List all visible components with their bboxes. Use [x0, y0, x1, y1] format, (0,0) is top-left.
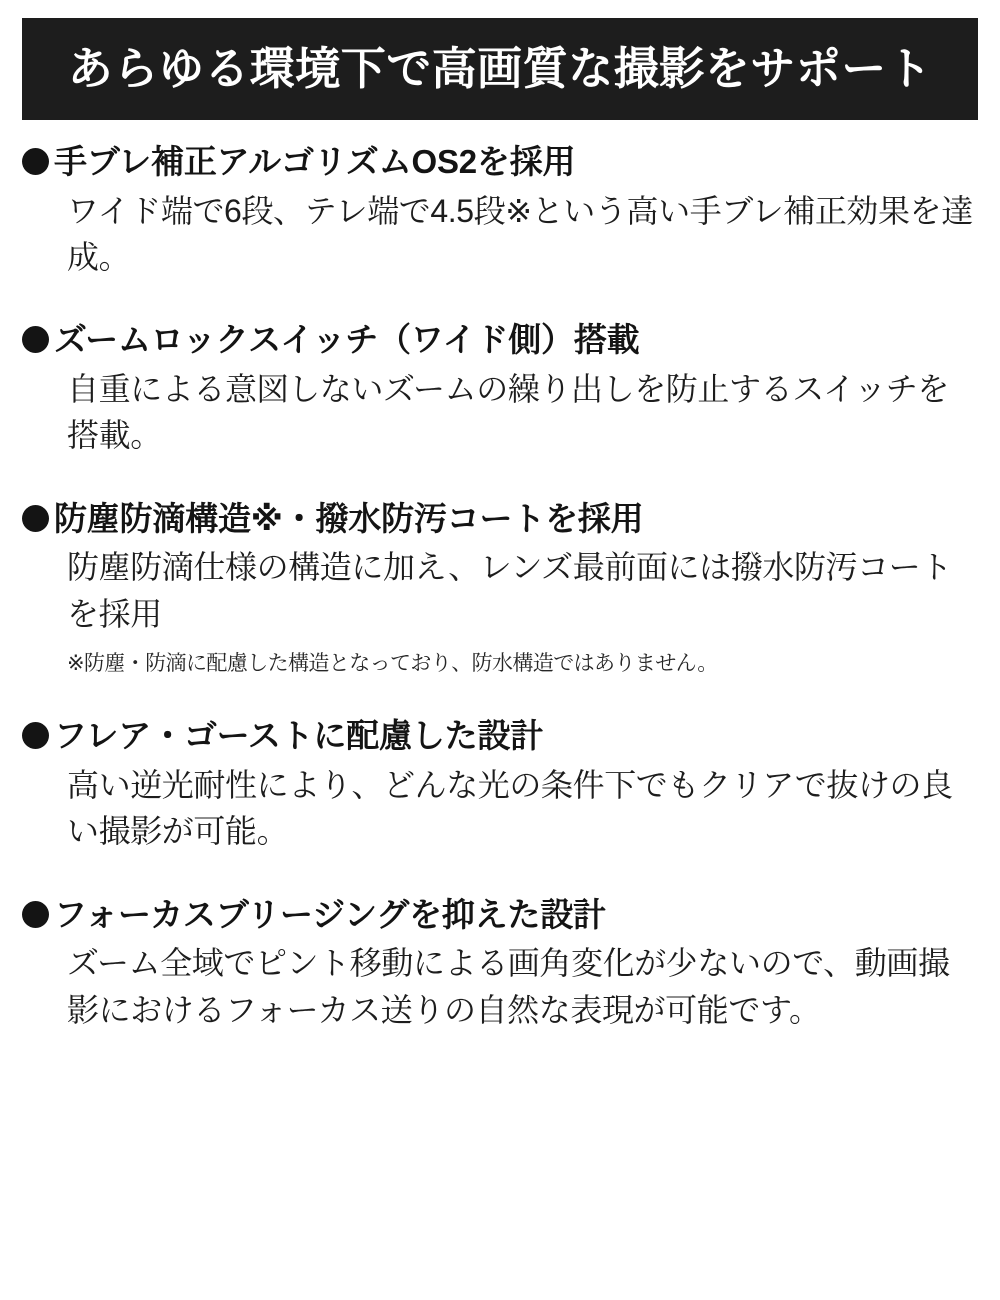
header-banner	[22, 18, 978, 120]
feature-body-text: 防塵防滴仕様の構造に加え、レンズ最前面には撥水防汚コートを採用	[67, 549, 952, 632]
feature-heading-text: 手ブレ補正アルゴリズムOS2を採用	[54, 143, 576, 180]
feature-item	[22, 318, 978, 458]
feature-heading	[22, 140, 978, 184]
feature-heading-text: フレア・ゴーストに配慮した設計	[54, 717, 544, 755]
feature-heading-text: ズームロックスイッチ（ワイド側）搭載	[54, 321, 640, 359]
feature-heading	[22, 318, 978, 362]
feature-heading-text: フォーカスブリージングを抑えた設計	[54, 895, 606, 933]
bullet-dot-icon	[22, 505, 49, 532]
feature-body-text: ワイド端で6段、テレ端で4.5段※という高い手ブレ補正効果を達成。	[67, 192, 973, 275]
feature-heading	[22, 893, 978, 937]
feature-item	[22, 893, 978, 1033]
feature-item	[22, 497, 978, 679]
feature-item	[22, 140, 978, 280]
bullet-dot-icon	[22, 901, 49, 928]
feature-body-text: 高い逆光耐性により、どんな光の条件下でもクリアで抜けの良い撮影が可能。	[67, 766, 953, 850]
bullet-dot-icon	[22, 326, 49, 353]
feature-item	[22, 714, 978, 854]
feature-heading	[22, 497, 978, 541]
bullet-dot-icon	[22, 722, 49, 749]
feature-list	[22, 140, 978, 1033]
feature-footnote: ※防塵・防滴に配慮した構造となっており、防水構造ではありません。	[67, 651, 718, 675]
feature-body-text: 自重による意図しないズームの繰り出しを防止するスイッチを搭載。	[67, 370, 949, 454]
bullet-dot-icon	[22, 148, 49, 175]
feature-heading	[22, 714, 978, 758]
feature-heading-text: 防塵防滴構造※・撥水防汚コートを採用	[54, 499, 644, 537]
feature-body-text: ズーム全域でピント移動による画角変化が少ないので、動画撮影におけるフォーカス送りの自然な表現が可能です。	[67, 945, 950, 1028]
page-title: あらゆる環境下で高画質な撮影をサポート	[67, 43, 933, 95]
